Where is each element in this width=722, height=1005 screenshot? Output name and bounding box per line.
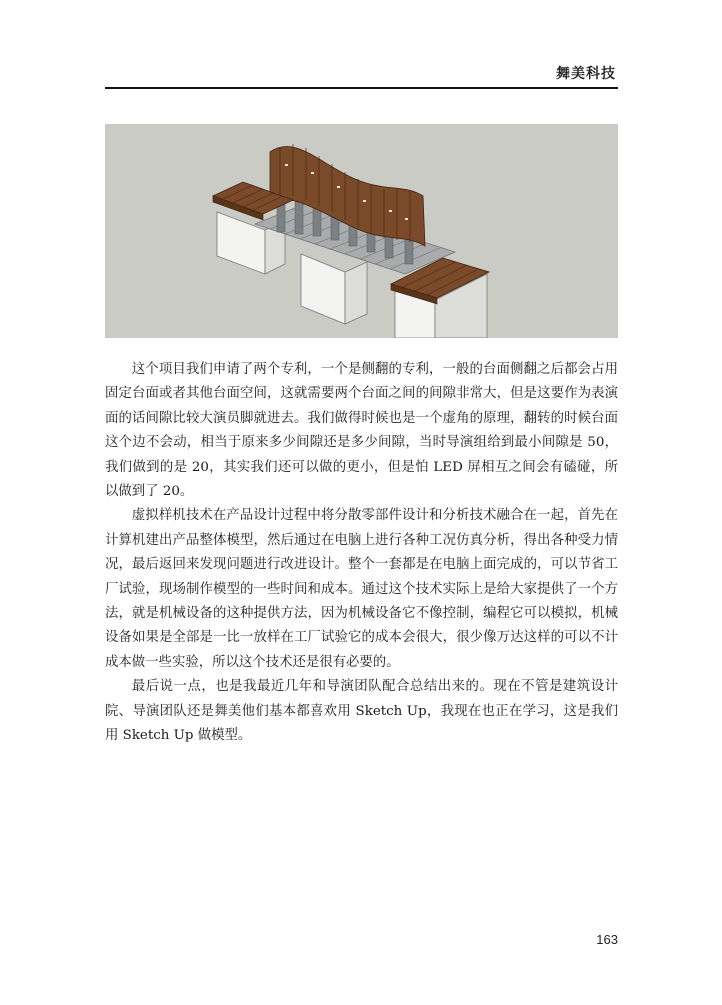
stage-model-illustration (105, 124, 618, 338)
running-header-title: 舞美科技 (556, 66, 616, 82)
header-divider (105, 87, 618, 89)
paragraph-3: 最后说一点，也是我最近几年和导演团队配合总结出来的。现在不管是建筑设计院、导演团队还是舞美他们基本都喜欢用 Sketch Up，我现在也正在学习，这是我们用 Sketch Up 做模型。 (105, 679, 618, 744)
sketchup-model-figure (105, 124, 618, 338)
paragraph-1: 这个项目我们申请了两个专利，一个是侧翻的专利，一般的台面侧翻之后都会占用固定台面或者其他台面空间，这就需要两个台面之间的间隙非常大，但是这要作为表演面的话间隙比较大演员脚就进去。我们做得时候也是一个虚角的原理，翻转的时候台面这个边不会动，相当于原来多少间隙还是多少间隙，当时导演组给到最小间隙是 50，我们做到的是 20，其实我们还可以做的更小，但是怕 LED 屏相互之间会有磕碰，所以做到了 20。 (105, 362, 618, 500)
middle-base-front (301, 254, 345, 324)
left-base-front (217, 212, 265, 274)
page-number: 163 (596, 932, 618, 947)
middle-base-side (345, 262, 367, 324)
article-body (105, 358, 618, 749)
paragraph-2: 虚拟样机技术在产品设计过程中将分散零部件设计和分析技术融合在一起，首先在计算机建出产品整体模型，然后通过在电脑上进行各种工况仿真分析，得出各种受力情况，最后返回来发现问题进行改进设计。整个一套都是在电脑上面完成的，可以节省工厂试验，现场制作模型的一些时间和成本。通过这个技术实际上是给大家提供了一个方法，就是机械设备的这种提供方法，因为机械设备它不像控制，编程它可以模拟，机械设备如果是全部是一比一放样在工厂试验它的成本会很大，很少像万达这样的可以不计成本做一些实验，所以这个技术还是很有必要的。 (105, 508, 618, 670)
